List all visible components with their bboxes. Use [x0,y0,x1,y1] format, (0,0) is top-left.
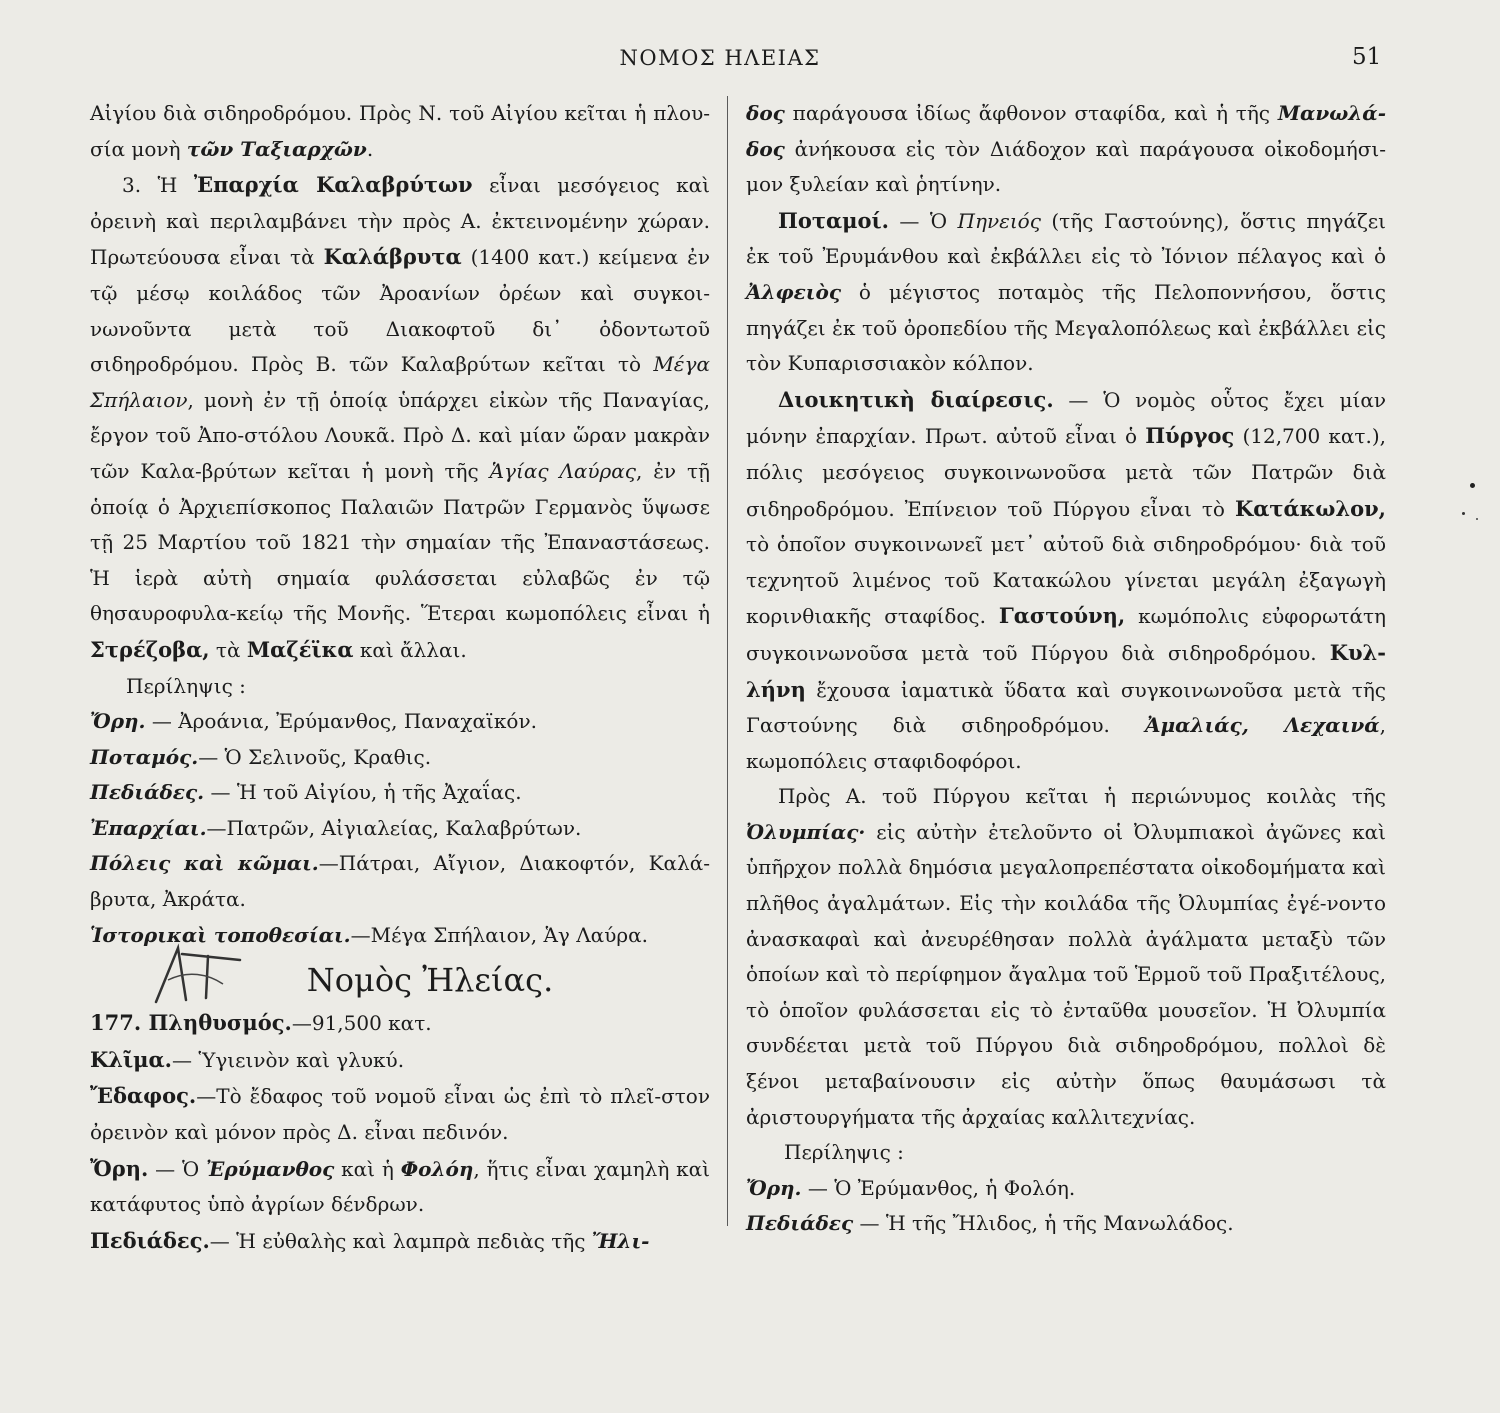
summary-text: — Ὁ Ἐρύμανθος, ἡ Φολόη. [801,1175,1076,1200]
summary-label: Πεδιάδες [746,1211,854,1236]
left-column [90,96,710,1259]
paragraph-olympia [746,779,1386,1135]
text-run: Πρὸς Α. τοῦ Πύργου κεῖται ἡ περιώνυμος κοιλὰς τῆς [778,784,1386,809]
summary-label: Ἱστορικαὶ τοποθεσίαι. [90,922,351,947]
section-title-nomos-ileias: Νομὸς Ἠλείας. [306,961,554,1000]
text-run: , κωμοπόλεις σταφιδοφόροι. [746,713,1386,773]
text-run: . [366,136,374,161]
italic-agia-lavra: Ἁγίας Λαύρας [489,458,636,483]
summary-line [90,704,710,740]
text-run: — Ὑγιεινὸν καὶ γλυκύ. [171,1047,405,1072]
paragraph-ilida-cont [746,96,1386,203]
text-run: — Ὁ [888,208,958,233]
summary-text: —Πάτραι, Αἴγιον, Διακοφτόν, Καλά-βρυτα, Ἀκράτα. [90,851,710,912]
bold-pediades: Πεδιάδες. [90,1227,210,1253]
paragraph-pediades [90,1223,710,1260]
page-speck [1462,512,1465,515]
page-speck [1470,483,1475,488]
summary-text: — Ὁ Σελινοῦς, Κραθις. [198,744,432,769]
heading-eparchia-kalavryton: Ἐπαρχία Καλαβρύτων [193,172,473,198]
page-speck [1476,518,1478,520]
text-run: — Ἡ εὐθαλὴς καὶ λαμπρὰ πεδιὰς τῆς [209,1228,592,1253]
italic-alfeios: Ἀλφειὸς [746,279,841,304]
italic-pineios: Πηνειός [957,208,1041,233]
italic-dos: δος [746,101,785,125]
bold-gastouni: Γαστούνη, [998,603,1126,629]
text-run: (τῆς Γαστούνης), ὅστις πηγάζει ἐκ τοῦ Ἐρυμάνθου καὶ ἐκβάλλει εἰς τὸ Ἰόνιον πέλαγος καὶ ὁ [746,208,1386,269]
italic-amalias-lechaina: Ἀμαλιάς, Λεχαινά [1145,713,1380,738]
column-divider [727,96,728,1226]
bold-pyrgos: Πύργος [1145,423,1235,449]
summary-line [746,1206,1386,1242]
section-number: 177. [90,1010,149,1036]
summary-label: Ἐπαρχίαι. [90,815,207,840]
text-run: — Ὁ νομὸς οὗτος ἔχει μίαν μόνην ἐπαρχίαν. Πρωτ. αὐτοῦ εἶναι ὁ [746,387,1386,449]
summary-line [90,740,710,776]
paragraph-klima [90,1042,710,1079]
summary-label: Ὄρη. [746,1175,802,1200]
summary-heading-left: Περίληψις : [126,673,246,698]
section-177 [90,1005,710,1042]
paragraph-dioikitiki [746,382,1386,780]
text-run: ὁ μέγιστος ποταμὸς τῆς Πελοποννήσου, ὅστις πηγάζει ἐκ τοῦ ὀροπεδίου τῆς Μεγαλοπόλεως καὶ ἐκβάλλει εἰς τὸν Κυπαρισσιακὸν κόλπον. [746,279,1386,376]
summary-line [746,1171,1386,1207]
text-run: —Τὸ ἔδαφος τοῦ νομοῦ εἶναι ὡς ἐπὶ τὸ πλεῖ-στον ὀρεινὸν καὶ μόνον πρὸς Δ. εἶναι πεδινόν. [90,1084,710,1145]
text-run: , ἐν τῇ ὁποίᾳ ὁ Ἀρχιεπίσκοπος Παλαιῶν Πατρῶν Γερμανὸς ὕψωσε τῇ 25 Μαρτίου τοῦ 1821 τὴν σημαίαν τῆς Ἐπαναστάσεως. Ἡ ἱερὰ αὐτὴ σημαία φυλάσσεται εὐλαβῶς ἐν τῷ θησαυροφυλα-κείῳ τῆς Μονῆς. Ἕτεραι κωμοπόλεις εἶναι ἡ [90,458,710,626]
text-run: εἰς αὐτὴν ἐτελοῦντο οἱ Ὀλυμπιακοὶ ἀγῶνες καὶ ὑπῆρχον πολλὰ δημόσια μεγαλοπρεπέστατα οἰκοδομήματα καὶ πλῆθος ἀγαλμάτων. Εἰς τὴν κοιλάδα τῆς Ὀλυμπίας ἐγέ-νοντο ἀνασκαφαὶ καὶ ἀνευρέθησαν πολλὰ ἀγάλματα μεταξὺ τῶν ὁποίων καὶ τὸ περίφημον ἄγαλμα τοῦ Ἑρμοῦ τοῦ Πραξιτέλους, τὸ ὁποῖον φυλάσσεται εἰς τὸ ἐνταῦθα μουσεῖον. Ἡ Ὀλυμπία συνδέεται μετὰ τοῦ Πύργου διὰ σιδηροδρόμου, πολλοὶ δὲ ξένοι μεταβαίνουσιν εἰς αὐτὴν ὅπως θαυμάσωσι τὰ ἀριστουργήματα τῆς ἀρχαίας καλλιτεχνίας. [746,819,1386,1129]
text-run: τὰ [209,637,247,662]
running-header: ΝΟΜΟΣ ΗΛΕΙΑΣ [619,46,821,70]
bold-potamoi: Ποταμοί. [778,207,889,233]
right-column [746,96,1386,1242]
paragraph-edafos [90,1078,710,1150]
text-run: παράγουσα ἰδίως ἄφθονον σταφίδα, καὶ ἡ τῆς [784,101,1278,125]
text-run: καὶ ἡ [334,1156,401,1181]
italic-erymanthos: Ἐρύμανθος [206,1156,335,1181]
bold-kalavryta: Καλάβρυτα [323,244,462,270]
summary-heading-right: Περίληψις : [784,1140,904,1165]
paragraph-aigio [90,96,710,167]
italic-ilidos: Ἤλι- [591,1228,650,1253]
summary-line [90,811,710,847]
page-number: 51 [1352,44,1382,70]
summary-label: Ὄρη. [90,709,146,734]
bold-edafos: Ἔδαφος. [90,1083,197,1109]
summary-text: — Ἀροάνια, Ἐρύμανθος, Παναχαϊκόν. [145,709,537,734]
paragraph-ori [90,1151,710,1223]
summary-line [90,846,710,917]
bold-strezova: Στρέζοβα, [90,636,210,662]
text-run: , ἥτις εἶναι χαμηλὴ καὶ κατάφυτος ὑπὸ ἀγρίων δένδρων. [90,1156,711,1217]
text-run: 3. Ἡ [122,173,194,198]
summary-line [90,775,710,811]
summary-label: Πόλεις καὶ κῶμαι. [90,851,319,876]
summary-text: —Πατρῶν, Αἰγιαλείας, Καλαβρύτων. [206,815,582,840]
text-run: Αἰγίου διὰ σιδηροδρόμου. Πρὸς Ν. τοῦ Αἰγίου κεῖται ἡ πλου-σία μονὴ [90,101,710,161]
text-run: — Ὁ [148,1156,207,1181]
text-run: (1400 κατ.) κείμενα ἐν τῷ μέσῳ κοιλάδος τῶν Ἀροανίων ὀρέων καὶ συγκοι-νωνοῦντα μετὰ τοῦ Διακοφτοῦ δι᾽ ὀδοντωτοῦ σιδηροδρόμου. Πρὸς Β. τῶν Καλαβρύτων κεῖται τὸ [90,245,710,377]
italic-foloi: Φολόη [400,1156,474,1181]
text-run: ἔχουσα ἰαματικὰ ὕδατα καὶ συγκοινωνοῦσα μετὰ τῆς Γαστούνης διὰ σιδηροδρόμου. [746,677,1386,738]
summary-label: Πεδιάδες. [90,780,205,805]
text-run: (12,700 κατ.), πόλις μεσόγειος συγκοινωνοῦσα μετὰ τῶν Πατρῶν διὰ σιδηροδρόμου. Ἐπίνειον τοῦ Πύργου εἶναι τὸ [746,424,1386,521]
handwritten-mark-icon [148,940,248,1010]
italic-mega-spilaion: Μέγα Σπήλαιον [90,352,710,412]
summary-text: —Μέγα Σπήλαιον, Ἁγ Λαύρα. [350,922,648,947]
summary-text: — Ἡ τῆς Ἤλιδος, ἡ τῆς Μανωλάδος. [853,1211,1234,1236]
text-run: τὸ ὁποῖον συγκοινωνεῖ μετ᾽ αὐτοῦ διὰ σιδηροδρόμου· διὰ τοῦ τεχνητοῦ λιμένος τοῦ Κατακώλου γίνεται μεγάλη ἐξαγωγὴ κορινθιακῆς σταφίδος. [746,532,1386,629]
bold-plithysmos: Πληθυσμός. [148,1010,292,1036]
bold-dioikitiki-diairesis: Διοικητικὴ διαίρεσις. [778,386,1054,412]
summary-text: — Ἡ τοῦ Αἰγίου, ἡ τῆς Ἀχαΐας. [204,780,522,805]
bold-mazeika: Μαζέϊκα [246,636,354,662]
emphasis-taxiarchon: τῶν Ταξιαρχῶν [186,136,367,161]
bold-klima: Κλῖμα. [90,1046,172,1072]
text-run: —91,500 κατ. [291,1011,432,1036]
italic-olympias: Ὀλυμπίας· [746,819,866,844]
summary-label: Ποταμός. [90,744,199,769]
bold-kyllini: Κυλ-λήνη [746,639,1386,702]
paragraph-potamoi [746,203,1386,382]
text-run: κωμόπολις εὐφορωτάτη συγκοινωνοῦσα μετὰ τοῦ Πύργου διὰ σιδηροδρόμου. [746,604,1386,665]
paragraph-kalavryta [90,167,710,668]
text-run: , μονὴ ἐν τῇ ὁποίᾳ ὑπάρχει εἰκὼν τῆς Παναγίας, ἔργον τοῦ Ἀπο-στόλου Λουκᾶ. Πρὸ Δ. καὶ μίαν ὥραν μακρὰν τῶν Καλα-βρύτων κεῖται ἡ μονὴ τῆς [90,387,710,483]
bold-katakolon: Κατάκωλον, [1234,495,1386,521]
text-run: καὶ ἄλλαι. [353,637,467,662]
text-run: εἶναι μεσόγειος καὶ ὀρεινὴ καὶ περιλαμβάνει τὴν πρὸς Α. ἐκτεινομένην χώραν. Πρωτεύουσα εἶναι τὰ [90,173,710,270]
text-run: ἀνήκουσα εἰς τὸν Διάδοχον καὶ παράγουσα οἰκοδομήσι-μον ξυλείαν καὶ ῥητίνην. [746,136,1386,197]
bold-ori: Ὄρη. [90,1155,149,1181]
italic-manolados: Μανωλά-δος [746,101,1386,161]
